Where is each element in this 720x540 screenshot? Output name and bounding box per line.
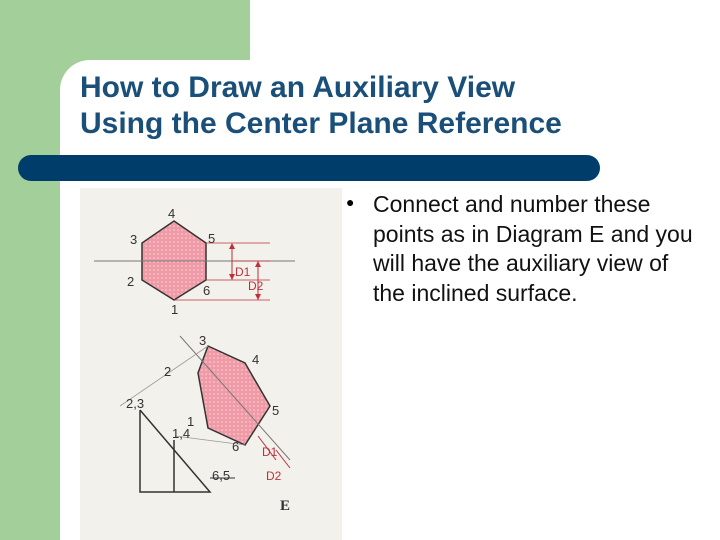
top-label-4: 4 [168,206,176,221]
diagram-e-figure [80,188,342,540]
dim-label-d2: D2 [248,279,264,293]
title-line-1: How to Draw an Auxiliary View [80,71,516,104]
d1-arrow-top [229,243,235,249]
title-line-2: Using the Center Plane Reference [80,107,562,140]
header-band [250,0,720,60]
aux-label-5: 5 [272,403,280,418]
aux-label-6: 6 [232,439,240,454]
title-divider [18,155,600,181]
aux-dim-label-d1: D1 [262,445,278,459]
top-label-2: 2 [127,274,135,289]
aux-dim-label-d2: D2 [266,469,282,483]
top-label-3: 3 [130,232,138,247]
aux-label-1: 1 [187,414,195,429]
slide-title [80,70,700,142]
side-label-1-4: 1,4 [172,426,191,441]
d2-arrow-top [255,261,261,267]
bullet-marker: ● [346,194,355,210]
side-label-2-3: 2,3 [126,396,145,411]
aux-label-3: 3 [199,333,207,348]
top-label-1: 1 [171,302,179,317]
aux-label-4: 4 [252,352,260,367]
aux-label-2: 2 [164,364,172,379]
diagram-caption: E [280,498,291,514]
top-label-5: 5 [208,231,216,246]
top-label-6: 6 [203,283,211,298]
side-view-outline [140,410,210,492]
bullet-text: Connect and number these points as in Diagram E and you will have the auxiliary view of the inclined surface. [373,191,693,306]
dim-label-d1: D1 [235,265,251,279]
d2-arrow-bottom [255,294,261,300]
side-label-6-5: 6,5 [212,468,231,483]
diagram-svg [80,188,342,540]
